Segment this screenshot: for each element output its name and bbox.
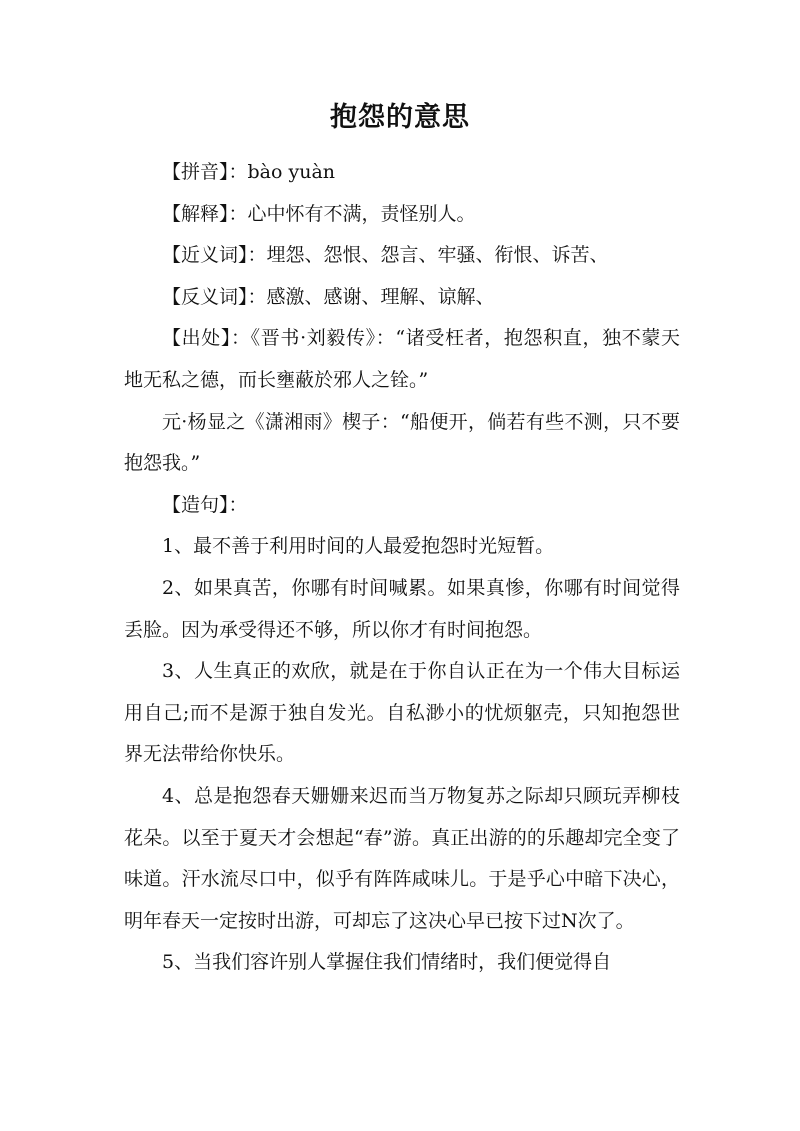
antonyms-line: 【反义词】：感激、感谢、理解、谅解、 — [162, 285, 495, 308]
example-sentence-4: 4、总是抱怨春天姗姗来迟而当万物复苏之际却只顾玩弄柳枝花朵。以至于夏天才会想起“春”游。真正出游的的乐趣却完全变了味道。汗水流尽口中，似乎有阵阵咸味儿。于是乎心中暗下决心，明年春天一定按时出游，可却忘了这决心早已按下过N次了。 — [124, 784, 680, 932]
example-sentence-1: 1、最不善于利用时间的人最爱抱怨时光短暂。 — [162, 535, 555, 558]
definition-line: 【解释】：心中怀有不满，责怪别人。 — [162, 202, 476, 225]
example-sentence-2: 2、如果真苦，你哪有时间喊累。如果真惨，你哪有时间觉得丢脸。因为承受得还不够，所以你才有时间抱怨。 — [124, 576, 680, 641]
pinyin-line: 【拼音】：bào yuàn — [162, 161, 336, 183]
source-paragraph-2: 元·杨显之《潇湘雨》楔子：“船便开，倘若有些不测，只不要抱怨我。” — [124, 410, 680, 475]
example-sentence-5: 5、当我们容许别人掌握住我们情绪时，我们便觉得自 — [162, 951, 612, 974]
document-body — [124, 152, 680, 984]
page-title: 抱怨的意思 — [330, 102, 470, 133]
synonyms-line: 【近义词】：埋怨、怨恨、怨言、牢骚、衔恨、诉苦、 — [162, 244, 609, 267]
source-paragraph: 【出处】：《晋书·刘毅传》：“诸受枉者，抱怨积直，独不蒙天地无私之德，而长壅蔽於邪人之铨。” — [124, 327, 680, 391]
example-sentence-3: 3、人生真正的欢欣，就是在于你自认正在为一个伟大目标运用自己;而不是源于独自发光。自私渺小的忧烦躯壳，只知抱怨世界无法带给你快乐。 — [124, 660, 680, 766]
example-sentences-heading: 【造句】： — [162, 493, 248, 516]
